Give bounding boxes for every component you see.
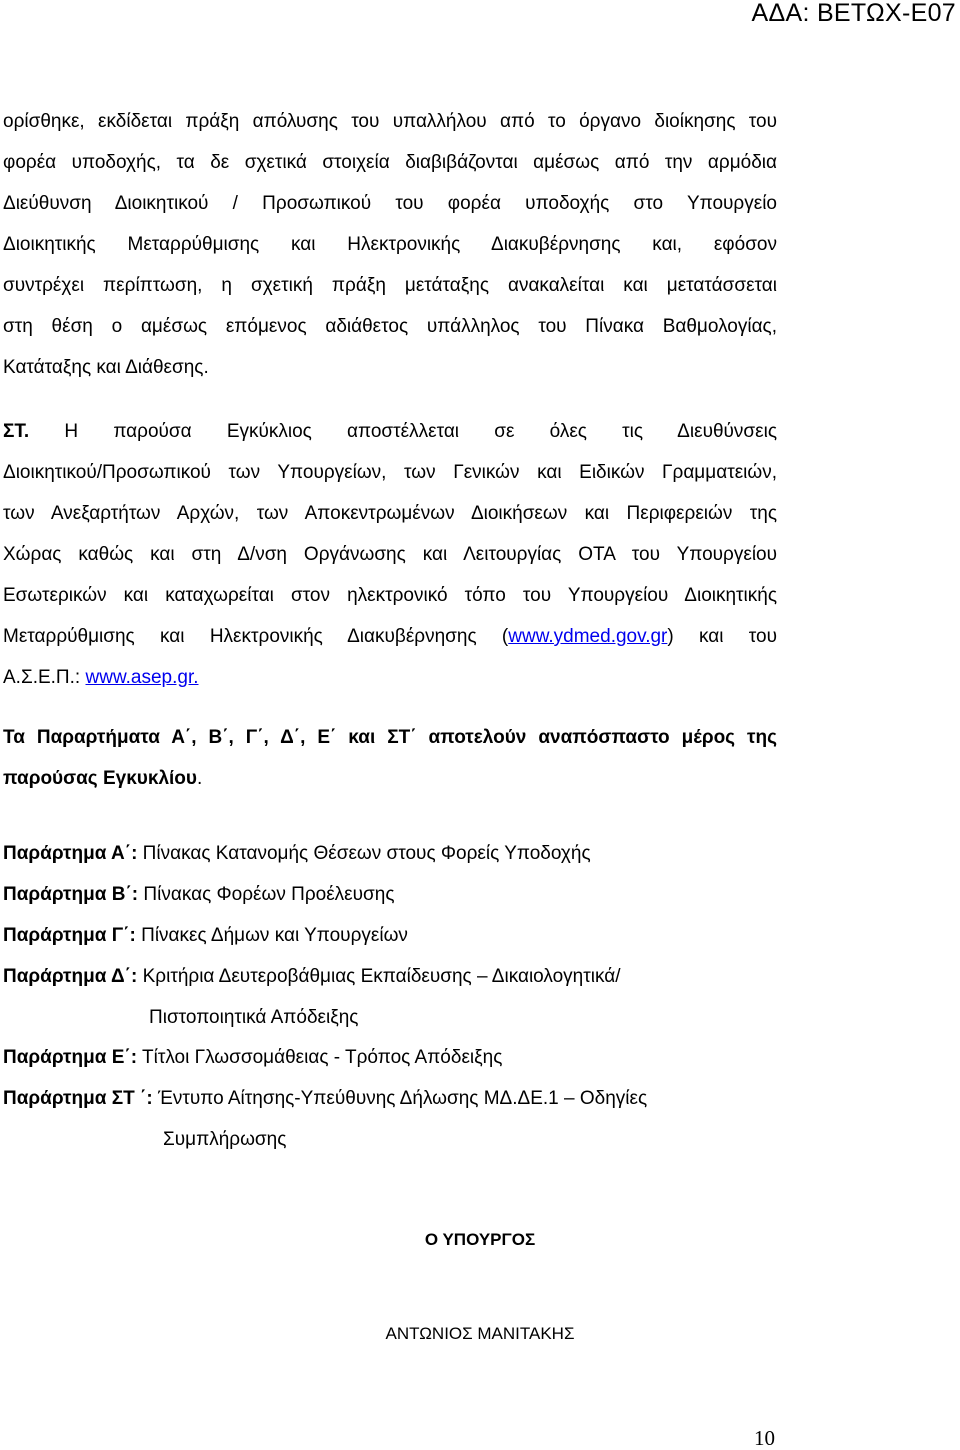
text-line: συντρέχει περίπτωση, η σχετική πράξη μετάταξης ανακαλείται και μετατάσσεται — [3, 275, 777, 296]
annex-label: Παράρτημα Α΄: — [3, 843, 138, 864]
annex-label: Παράρτημα ΣΤ ΄: — [3, 1088, 153, 1109]
text-line — [3, 767, 202, 791]
text-line — [3, 420, 777, 444]
text-line: Κατάταξης και Διάθεσης. — [3, 357, 209, 378]
annex-item — [3, 924, 408, 948]
text-line: Διοικητικής Μεταρρύθμισης και Ηλεκτρονικής Διακυβέρνησης και, εφόσον — [3, 234, 777, 255]
annex-label: Παράρτημα Γ΄: — [3, 925, 136, 946]
annex-title-continuation: Πιστοποιητικά Απόδειξης — [149, 1007, 359, 1028]
annex-label: Παράρτημα Δ΄: — [3, 966, 138, 987]
annex-title: Πίνακας Κατανομής Θέσεων στους Φορείς Υποδοχής — [137, 843, 591, 864]
annex-label: Παράρτημα Β΄: — [3, 884, 139, 905]
annex-item — [3, 965, 621, 989]
text-line: Διεύθυνση Διοικητικού / Προσωπικού του φορέα υποδοχής στο Υπουργείο — [3, 193, 777, 214]
annex-item — [3, 883, 395, 907]
text-run: παρούσας Εγκυκλίου — [3, 768, 197, 789]
text-line — [3, 625, 777, 649]
text-run: . — [196, 768, 203, 789]
text-line: στη θέση ο αμέσως επόμενος αδιάθετος υπάλληλος του Πίνακα Βαθμολογίας, — [3, 316, 777, 337]
text-line: Εσωτερικών και καταχωρείται στον ηλεκτρονικό τόπο του Υπουργείου Διοικητικής — [3, 585, 777, 606]
text-line: των Ανεξαρτήτων Αρχών, των Αποκεντρωμένων Διοικήσεων και Περιφερειών της — [3, 503, 777, 524]
annex-title: Πίνακες Δήμων και Υπουργείων — [135, 925, 408, 946]
text-run: ) και του — [667, 626, 778, 647]
text-line: ορίσθηκε, εκδίδεται πράξη απόλυσης του υπαλλήλου από το όργανο διοίκησης του — [3, 111, 777, 132]
asep-link[interactable]: www.asep.gr. — [85, 667, 199, 688]
section-label: ΣΤ. — [3, 421, 30, 442]
text-line — [3, 666, 199, 690]
annex-item — [3, 1087, 647, 1111]
annex-item — [3, 842, 591, 866]
ydmed-link[interactable]: www.ydmed.gov.gr — [508, 626, 668, 647]
annex-label: Παράρτημα Ε΄: — [3, 1047, 138, 1068]
annex-title: Πίνακας Φορέων Προέλευσης — [138, 884, 395, 905]
text-line: φορέα υποδοχής, τα δε σχετικά στοιχεία διαβιβάζονται αμέσως από την αρμόδια — [3, 152, 777, 173]
annex-title: Τίτλοι Γλωσσομάθειας - Τρόπος Απόδειξης — [137, 1047, 503, 1068]
ada-code: ΑΔΑ: ΒΕΤΩΧ-Ε07 — [751, 0, 956, 27]
text-line: Χώρας καθώς και στη Δ/νση Οργάνωσης και Λειτουργίας ΟΤΑ του Υπουργείου — [3, 544, 777, 565]
annex-item — [3, 1046, 502, 1070]
text-run: Α.Σ.Ε.Π.: — [3, 667, 86, 688]
signature-title: Ο ΥΠΟΥΡΓΟΣ — [424, 1230, 536, 1249]
text-line: Διοικητικού/Προσωπικού των Υπουργείων, των Γενικών και Ειδικών Γραμματειών, — [3, 462, 777, 483]
signature-name: ΑΝΤΩΝΙΟΣ ΜΑΝΙΤΑΚΗΣ — [385, 1324, 575, 1343]
text-run: Μεταρρύθμισης και Ηλεκτρονικής Διακυβέρνησης ( — [3, 626, 509, 647]
text-line: Τα Παραρτήματα Α΄, Β΄, Γ΄, Δ΄, Ε΄ και ΣΤ΄ αποτελούν αναπόσπαστο μέρος της — [3, 727, 777, 748]
text-run: Η παρούσα Εγκύκλιος αποστέλλεται σε όλες τις Διευθύνσεις — [64, 421, 777, 442]
page-number: 10 — [754, 1426, 775, 1450]
annex-title-continuation: Συμπλήρωσης — [163, 1129, 287, 1150]
annex-title: Έντυπο Αίτησης-Υπεύθυνης Δήλωσης ΜΔ.ΔΕ.1 – Οδηγίες — [152, 1088, 648, 1109]
annex-title: Κριτήρια Δευτεροβάθμιας Εκπαίδευσης – Δικαιολογητικά/ — [137, 966, 621, 987]
